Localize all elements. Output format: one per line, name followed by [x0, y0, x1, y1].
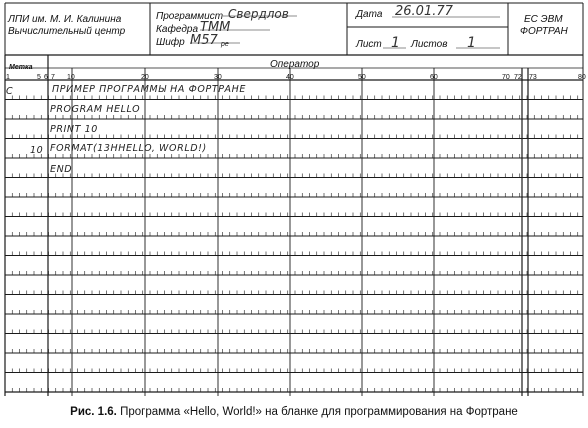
code-line: END	[50, 164, 73, 175]
column-tick: 20	[141, 74, 149, 81]
column-tick: 60	[430, 74, 438, 81]
institution-name: ЛПИ им. М. И. Калинина	[8, 14, 122, 25]
computing-center: Вычислительный центр	[8, 26, 126, 37]
language-name: ФОРТРАН	[520, 26, 568, 37]
line-label: 10	[30, 145, 44, 156]
column-tick: 40	[286, 74, 294, 81]
sheets-label: Листов	[411, 39, 448, 50]
statement-column-title: Оператор	[270, 59, 320, 70]
column-tick: 70	[502, 74, 510, 81]
column-tick: 1	[6, 74, 10, 81]
code-line: ПРИМЕР ПРОГРАММЫ НА ФОРТРАНЕ	[52, 84, 247, 95]
department-value: ТММ	[200, 20, 231, 35]
programmer-value: Свердлов	[228, 7, 289, 21]
figure-caption	[0, 405, 588, 419]
column-tick: 72	[514, 74, 522, 81]
column-tick: 80	[578, 74, 586, 81]
column-tick: 6	[44, 74, 48, 81]
column-tick: 5	[37, 74, 41, 81]
programmer-label: Программист	[156, 11, 224, 22]
code-suffix: ре	[221, 41, 229, 48]
code-line: PROGRAM HELLO	[50, 104, 141, 115]
sheets-value: 1	[467, 35, 476, 51]
column-tick: 50	[358, 74, 366, 81]
department-label: Кафедра	[156, 24, 199, 35]
sheet-label: Лист	[356, 39, 382, 50]
figure-number: Рис. 1.6.	[70, 406, 117, 418]
label-column-title: Метка	[9, 64, 33, 71]
figure-caption-text: Программа «Hello, World!» на бланке для программирования на Фортране	[120, 406, 518, 418]
column-tick: 7	[51, 74, 55, 81]
code-line: PRINT 10	[50, 124, 98, 135]
date-value: 26.01.77	[395, 4, 453, 19]
code-line: FORMAT(13HHELLO, WORLD!)	[50, 143, 207, 154]
column-tick: 30	[214, 74, 222, 81]
date-label: Дата	[356, 9, 383, 20]
column-tick: 73	[529, 74, 537, 81]
column-tick: 10	[67, 74, 75, 81]
code-value: М57	[190, 33, 218, 48]
line-label: С	[6, 86, 14, 97]
sheet-value: 1	[391, 35, 400, 51]
code-label: Шифр	[156, 37, 185, 48]
computer-system: ЕС ЭВМ	[524, 14, 563, 25]
